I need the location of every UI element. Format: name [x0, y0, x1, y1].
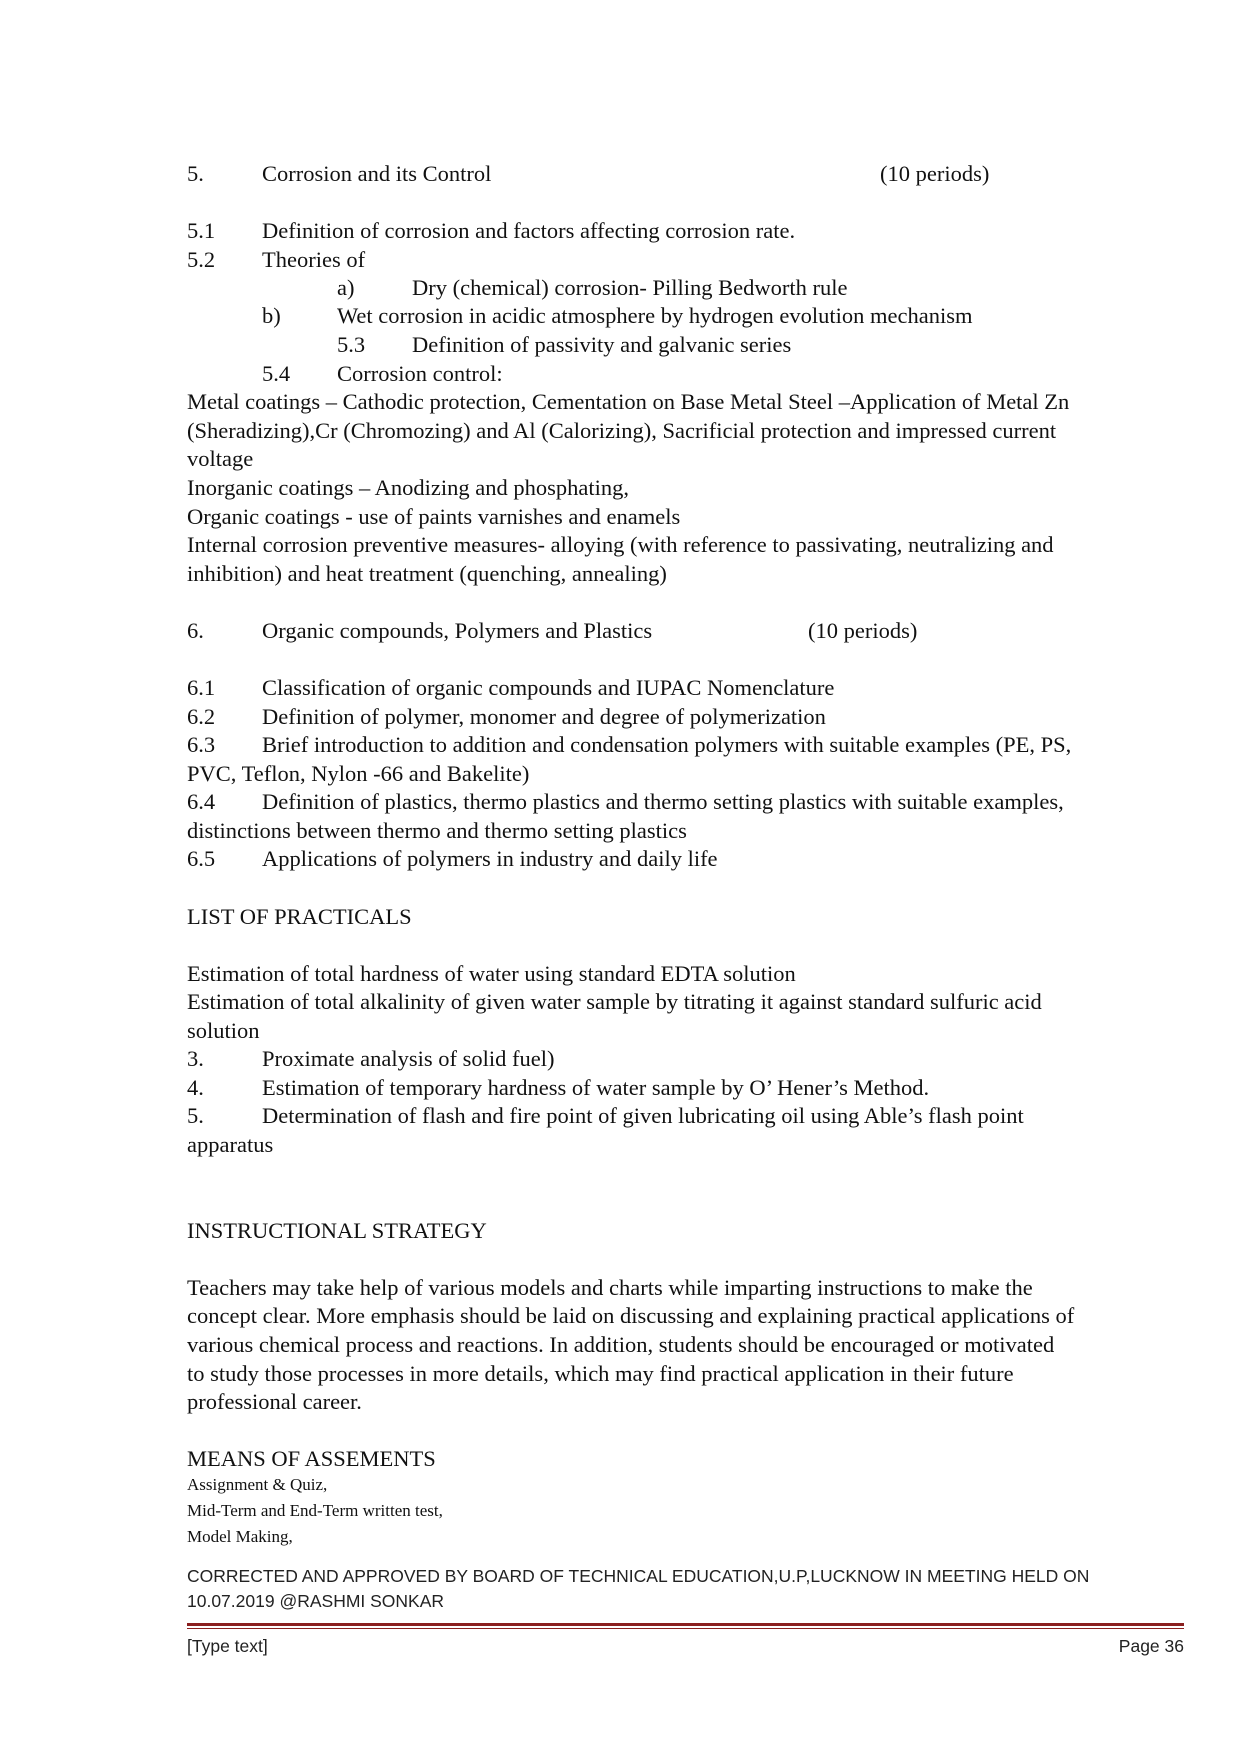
item-5-2-text: Theories of [262, 247, 366, 272]
practical-3-number: 3. [187, 1046, 204, 1071]
item-5-2-b-label: b) [262, 303, 281, 328]
item-5-1-text: Definition of corrosion and factors affecting corrosion rate. [262, 218, 796, 243]
item-6-3-continuation: PVC, Teflon, Nylon -66 and Bakelite) [187, 761, 530, 786]
strategy-line: concept clear. More emphasis should be laid on discussing and explaining practical applications of [187, 1303, 1075, 1328]
practical-line: Estimation of total hardness of water using standard EDTA solution [187, 961, 796, 986]
corrosion-body-line: Internal corrosion preventive measures- alloying (with reference to passivating, neutralizing and [187, 532, 1054, 557]
item-6-5-number: 6.5 [187, 846, 216, 871]
section-6-number: 6. [187, 618, 204, 643]
practical-line: solution [187, 1018, 260, 1043]
corrosion-body-line: Inorganic coatings – Anodizing and phosphating, [187, 475, 630, 500]
section-5-periods: (10 periods) [880, 161, 990, 186]
footer-divider-thin [187, 1628, 1184, 1629]
assessment-item: Assignment & Quiz, [187, 1475, 328, 1494]
section-5-title: Corrosion and its Control [262, 161, 492, 186]
assessment-heading: MEANS OF ASSEMENTS [187, 1446, 436, 1471]
footer-left-text: [Type text] [187, 1636, 268, 1656]
strategy-line: to study those processes in more details, which may find practical application in their future [187, 1361, 1014, 1386]
item-5-4-number: 5.4 [262, 361, 291, 386]
corrosion-body-line: Organic coatings - use of paints varnishes and enamels [187, 504, 681, 529]
item-6-5-text: Applications of polymers in industry and daily life [262, 846, 718, 871]
practical-3-text: Proximate analysis of solid fuel) [262, 1046, 555, 1071]
item-6-3-number: 6.3 [187, 732, 216, 757]
approval-note-date: 10.07.2019 @RASHMI SONKAR [187, 1591, 445, 1611]
practical-line: Estimation of total alkalinity of given water sample by titrating it against standard sulfuric acid [187, 989, 1042, 1014]
corrosion-body-line: voltage [187, 446, 254, 471]
strategy-line: various chemical process and reactions. In addition, students should be encouraged or motivated [187, 1332, 1055, 1357]
strategy-heading: INSTRUCTIONAL STRATEGY [187, 1218, 487, 1243]
corrosion-body-line: Metal coatings – Cathodic protection, Cementation on Base Metal Steel –Application of Metal Zn [187, 389, 1070, 414]
item-5-2-number: 5.2 [187, 247, 216, 272]
approval-note: CORRECTED AND APPROVED BY BOARD OF TECHNICAL EDUCATION,U.P,LUCKNOW IN MEETING HELD ON [187, 1566, 1090, 1586]
corrosion-body-line: inhibition) and heat treatment (quenching, annealing) [187, 561, 667, 586]
corrosion-body-line: (Sheradizing),Cr (Chromozing) and Al (Calorizing), Sacrificial protection and impressed current [187, 418, 1057, 443]
item-6-2-number: 6.2 [187, 704, 216, 729]
page-number: Page 36 [1118, 1636, 1184, 1656]
item-5-3-number: 5.3 [337, 332, 366, 357]
strategy-line: Teachers may take help of various models and charts while imparting instructions to make the [187, 1275, 1033, 1300]
practical-5-text: Determination of flash and fire point of given lubricating oil using Able’s flash point [262, 1103, 1024, 1128]
footer-divider [187, 1623, 1184, 1626]
item-5-2-b-text: Wet corrosion in acidic atmosphere by hydrogen evolution mechanism [337, 303, 973, 328]
item-5-2-a-text: Dry (chemical) corrosion- Pilling Bedworth rule [412, 275, 848, 300]
item-6-4-text: Definition of plastics, thermo plastics and thermo setting plastics with suitable examples, [262, 789, 1064, 814]
item-5-2-a-label: a) [337, 275, 355, 300]
item-5-1-number: 5.1 [187, 218, 216, 243]
assessment-item: Model Making, [187, 1527, 293, 1546]
item-5-3-text: Definition of passivity and galvanic series [412, 332, 792, 357]
practical-4-text: Estimation of temporary hardness of water sample by O’ Hener’s Method. [262, 1075, 930, 1100]
practicals-heading: LIST OF PRACTICALS [187, 904, 412, 929]
practical-4-number: 4. [187, 1075, 204, 1100]
practical-5-number: 5. [187, 1103, 204, 1128]
section-6-periods: (10 periods) [808, 618, 918, 643]
item-6-4-number: 6.4 [187, 789, 216, 814]
section-6-title: Organic compounds, Polymers and Plastics [262, 618, 653, 643]
strategy-line: professional career. [187, 1389, 362, 1414]
practical-5-continuation: apparatus [187, 1132, 274, 1157]
item-6-4-continuation: distinctions between thermo and thermo setting plastics [187, 818, 687, 843]
item-5-4-text: Corrosion control: [337, 361, 503, 386]
item-6-1-text: Classification of organic compounds and IUPAC Nomenclature [262, 675, 835, 700]
section-5-number: 5. [187, 161, 204, 186]
item-6-3-text: Brief introduction to addition and condensation polymers with suitable examples (PE, PS, [262, 732, 1072, 757]
assessment-item: Mid-Term and End-Term written test, [187, 1501, 443, 1520]
item-6-1-number: 6.1 [187, 675, 216, 700]
item-6-2-text: Definition of polymer, monomer and degree of polymerization [262, 704, 826, 729]
